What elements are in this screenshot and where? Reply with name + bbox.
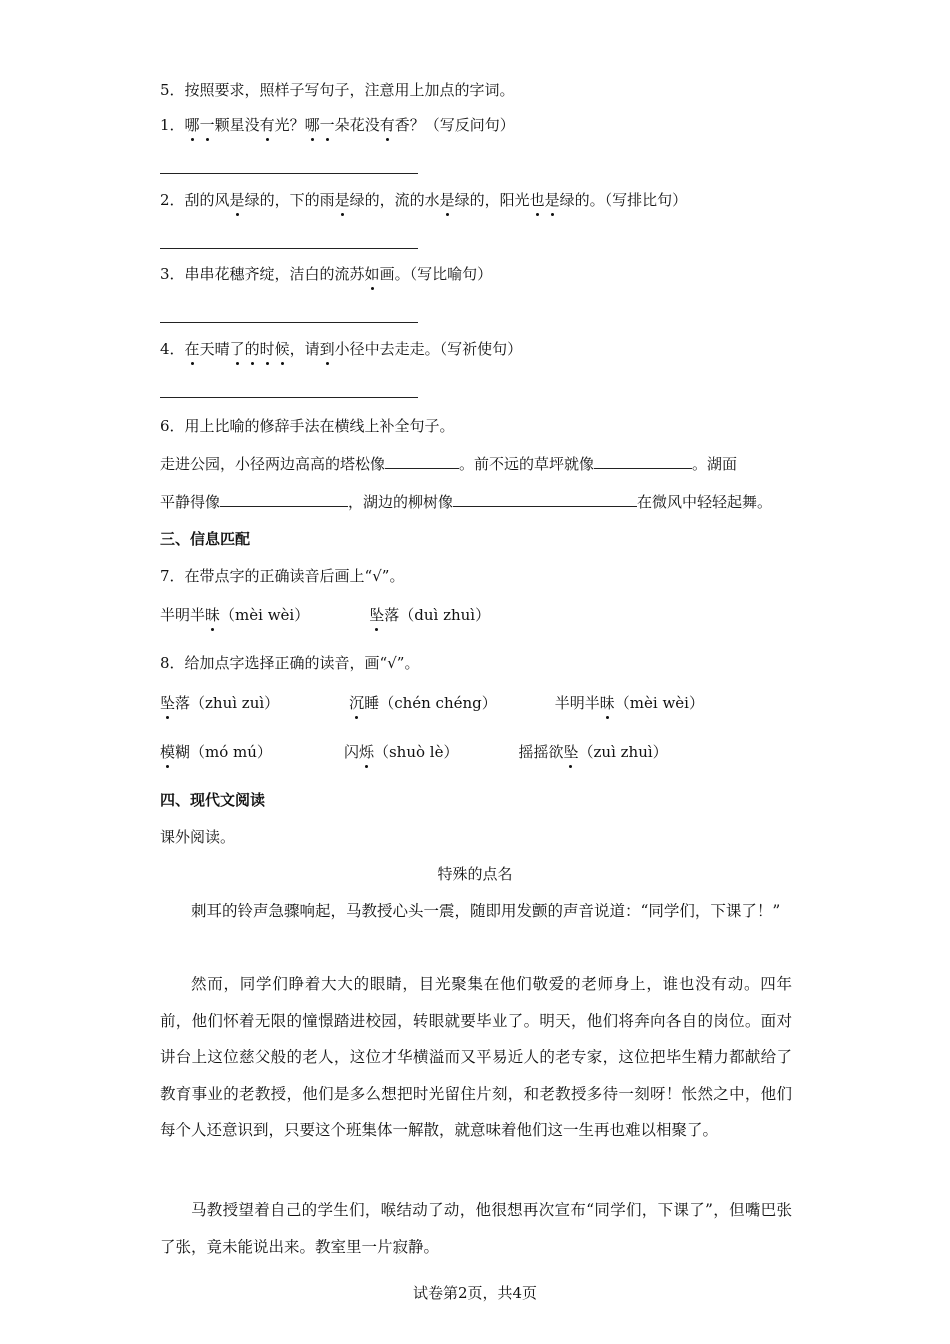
q5-item-1-part: 颗: [214, 116, 230, 134]
q5-heading: 5．按照要求，照样子写句子，注意用上加点的字词。: [160, 81, 515, 99]
dotted-char: 是: [229, 191, 245, 209]
q5-item-3: [160, 264, 492, 284]
q5-item-2-part: 绿的。（写排比句）: [559, 191, 688, 209]
q6-text: 平静得像: [160, 493, 221, 511]
page-footer: 试卷第2页，共4页: [412, 1284, 538, 1302]
section-heading-3: 三、信息匹配: [160, 530, 251, 548]
q6-line-2: [160, 491, 772, 512]
reading-intro: 课外阅读。: [160, 828, 236, 846]
dotted-char: 一: [199, 116, 215, 134]
q7-pinyin[interactable]: 落（duì zhuì）: [384, 606, 491, 624]
q6-text: ，湖边的柳树像: [348, 493, 454, 511]
q7-word-2: [369, 606, 490, 624]
dotted-char: 沉: [349, 694, 365, 712]
q8-pinyin[interactable]: 糊（mó mú）: [175, 743, 272, 761]
dotted-char: 有: [259, 116, 275, 134]
q5-item-1-part: 朵: [334, 116, 350, 134]
q5-item-1-part: 星没: [229, 116, 260, 134]
q8-text: 半明半: [554, 694, 600, 712]
fill-blank[interactable]: [220, 491, 348, 507]
dotted-char: 到: [319, 340, 335, 358]
q7-heading: 7．在带点字的正确读音后画上“√”。: [160, 567, 405, 585]
dotted-char: 坠: [369, 606, 385, 624]
dotted-char: 候: [274, 340, 290, 358]
fill-blank[interactable]: [594, 453, 692, 469]
q6-heading: 6．用上比喻的修辞手法在横线上补全句子。: [160, 417, 455, 435]
q6-text: 在微风中轻轻起舞。: [637, 493, 773, 511]
q8-heading: 8．给加点字选择正确的读音，画“√”。: [160, 654, 420, 672]
q8-pinyin[interactable]: （shuò lè）: [373, 743, 459, 761]
dotted-char: 是: [334, 191, 350, 209]
passage-title: 特殊的点名: [437, 865, 513, 883]
q6-text: 走进公园，小径两边高高的塔松像: [160, 455, 386, 473]
dotted-char: 哪: [304, 116, 320, 134]
q8-row-2: [160, 742, 668, 762]
q7-words: [160, 605, 490, 625]
q7-pinyin[interactable]: （mèi wèi）: [220, 606, 310, 624]
answer-line-2[interactable]: [160, 248, 418, 249]
dotted-char: 坠: [160, 694, 176, 712]
q5-item-4: [160, 339, 522, 359]
dotted-char: 坠: [563, 743, 579, 761]
dotted-char: 有: [379, 116, 395, 134]
dotted-char: 昧: [205, 606, 221, 624]
q5-item-2-part: 2．刮的风: [160, 191, 230, 209]
passage-paragraph-3: 马教授望着自己的学生们，喉结动了动，他很想再次宣布“同学们，下课了”，但嘴巴张了张，竟未能说出来。教室里一片寂静。: [160, 1201, 792, 1256]
passage-paragraph-2: 然而，同学们睁着大大的眼睛，目光聚集在他们敬爱的老师身上，谁也没有动。四年前，他们怀着无限的憧憬踏进校园，转眼就要毕业了。明天，他们将奔向各自的岗位。面对讲台上这位慈父般的老人，这位才华横溢而又平易近人的老专家，这位把毕生精力都献给了教育事业的老教授，他们是多么想把时光留住片刻，和老教授多待一刻呀！怅然之中，他们每个人还意识到，只要这个班集体一解散，就意味着他们这一生再也难以相聚了。: [160, 975, 792, 1140]
q5-item-1-part: 光？: [274, 116, 305, 134]
q5-item-3-part: 画。（写比喻句）: [379, 265, 493, 283]
dotted-char: 昧: [599, 694, 615, 712]
dotted-char: 了: [229, 340, 245, 358]
fill-blank[interactable]: [453, 491, 637, 507]
q5-item-2: [160, 190, 687, 210]
q8-pinyin[interactable]: 睡（chén chéng）: [364, 694, 497, 712]
q5-item-1-part: 香？（写反问句）: [394, 116, 515, 134]
q8-pinyin[interactable]: （zuì zhuì）: [578, 743, 668, 761]
q5-item-4-part: 小径中去走走。（写祈使句）: [334, 340, 523, 358]
answer-line-3[interactable]: [160, 322, 418, 323]
dotted-char: 是: [544, 191, 560, 209]
section-heading-4: 四、现代文阅读: [160, 791, 266, 809]
q5-item-1-part: 1．: [160, 116, 185, 134]
dotted-char: 一: [319, 116, 335, 134]
dotted-char: 模: [160, 743, 176, 761]
q8-text: 闪: [343, 743, 359, 761]
q5-item-1: [160, 115, 515, 135]
dotted-char: 也: [529, 191, 545, 209]
q5-item-4-part: ，请: [289, 340, 320, 358]
q7-text: 半明半: [160, 606, 206, 624]
q5-item-2-part: 绿的，阳光: [454, 191, 530, 209]
dotted-char: 烁: [358, 743, 374, 761]
dotted-char: 是: [439, 191, 455, 209]
q6-text: 。湖面: [692, 455, 738, 473]
q5-item-3-part: 3．串串花穗齐绽，洁白的流苏: [160, 265, 365, 283]
dotted-char: 在: [184, 340, 200, 358]
fill-blank[interactable]: [385, 453, 459, 469]
dotted-char: 时: [259, 340, 275, 358]
q5-item-4-part: 天晴: [199, 340, 230, 358]
q8-pinyin[interactable]: 落（zhuì zuì）: [175, 694, 280, 712]
answer-line-1[interactable]: [160, 173, 418, 174]
q5-item-2-part: 绿的，下的雨: [244, 191, 335, 209]
passage-paragraph-1: 刺耳的铃声急骤响起，马教授心头一震，随即用发颤的声音说道：“同学们，下课了！”: [191, 902, 781, 920]
q6-line-1: [160, 453, 737, 474]
q8-row-1: [160, 693, 704, 713]
q6-text: 。前不远的草坪就像: [459, 455, 595, 473]
answer-line-4[interactable]: [160, 397, 418, 398]
q5-item-2-part: 绿的，流的水: [349, 191, 440, 209]
dotted-char: 如: [364, 265, 380, 283]
q5-item-4-part: 4．: [160, 340, 185, 358]
dotted-char: 哪: [184, 116, 200, 134]
q8-pinyin[interactable]: （mèi wèi）: [614, 694, 704, 712]
q7-word-1: [160, 606, 309, 624]
q5-item-1-part: 花没: [349, 116, 380, 134]
q8-text: 摇摇欲: [518, 743, 564, 761]
dotted-char: 的: [244, 340, 260, 358]
